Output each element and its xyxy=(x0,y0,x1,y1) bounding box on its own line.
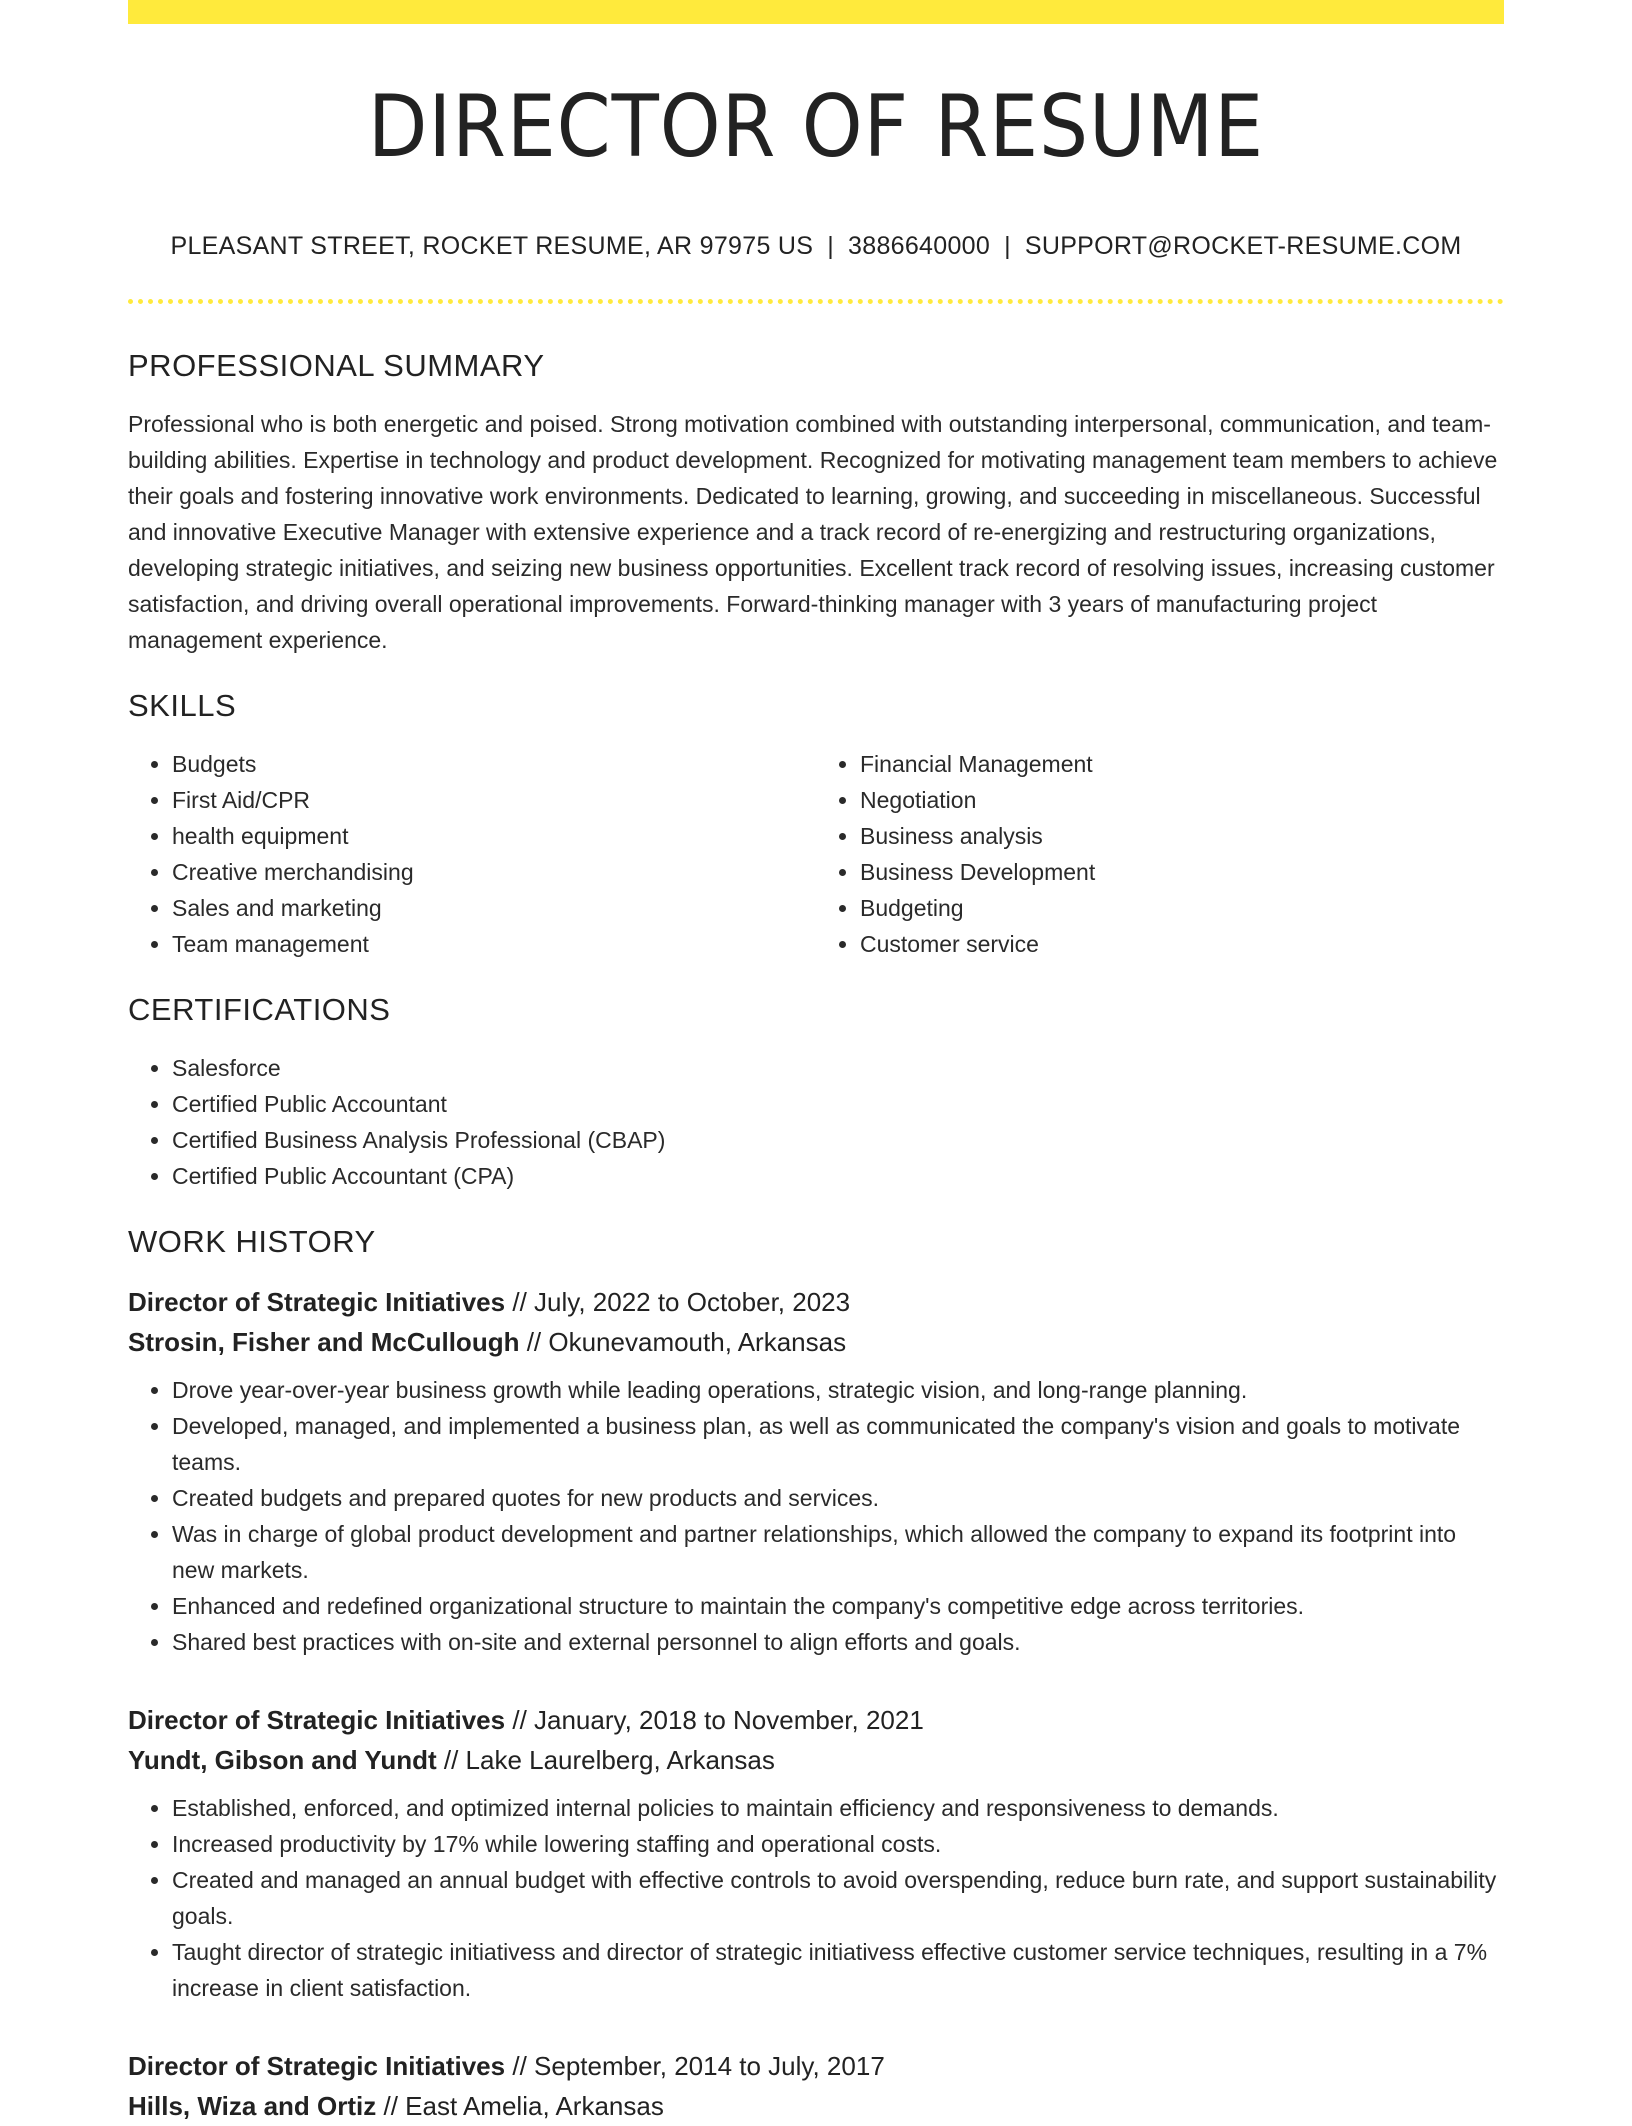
job-bullet: • Taught director of strategic initiativess and director of strategic initiativess effective customer service techniques, resulting in a 7% increase in client satisfaction. xyxy=(172,1934,1504,2006)
certification-item: • Certified Public Accountant xyxy=(172,1086,1504,1122)
skill-item: • Team management xyxy=(172,926,816,962)
skill-item: • Business Development xyxy=(860,854,1504,890)
job-company: Hills, Wiza and Ortiz xyxy=(128,2091,377,2121)
skill-item: • Budgets xyxy=(172,746,816,782)
certification-item: • Salesforce xyxy=(172,1050,1504,1086)
job-company: Strosin, Fisher and McCullough xyxy=(128,1327,520,1357)
contact-separator: | xyxy=(827,232,835,260)
skill-item: • First Aid/CPR xyxy=(172,782,816,818)
skill-item: • Budgeting xyxy=(860,890,1504,926)
job-title-line xyxy=(128,1700,1504,1740)
job-bullet: • Created and managed an annual budget with effective controls to avoid overspending, reduce burn rate, and support sustainability goals. xyxy=(172,1862,1504,1934)
job-bullet: • Was in charge of global product development and partner relationships, which allowed the company to expand its footprint into new markets. xyxy=(172,1516,1504,1588)
job-entry xyxy=(128,1282,1504,1660)
job-dates: // July, 2022 to October, 2023 xyxy=(512,1287,851,1317)
job-dates: // January, 2018 to November, 2021 xyxy=(512,1705,924,1735)
skill-item: • Financial Management xyxy=(860,746,1504,782)
job-company-line xyxy=(128,1322,1504,1362)
skill-item: • Customer service xyxy=(860,926,1504,962)
skill-item: • Business analysis xyxy=(860,818,1504,854)
certifications-list xyxy=(128,1050,1504,1194)
job-bullets xyxy=(128,1790,1504,2006)
job-company-line xyxy=(128,2086,1504,2126)
certification-item: • Certified Public Accountant (CPA) xyxy=(172,1158,1504,1194)
contact-address: PLEASANT STREET, ROCKET RESUME, AR 97975 US xyxy=(170,232,814,260)
skill-item: • Creative merchandising xyxy=(172,854,816,890)
job-bullet: • Established, enforced, and optimized internal policies to maintain efficiency and responsiveness to demands. xyxy=(172,1790,1504,1826)
contact-email: SUPPORT@ROCKET-RESUME.COM xyxy=(1024,232,1462,260)
certification-item: • Certified Business Analysis Professional (CBAP) xyxy=(172,1122,1504,1158)
job-title-line xyxy=(128,2046,1504,2086)
job-company-line xyxy=(128,1740,1504,1780)
job-company: Yundt, Gibson and Yundt xyxy=(128,1745,437,1775)
certifications-heading: CERTIFICATIONS xyxy=(128,992,391,1027)
job-entry xyxy=(128,1700,1504,2006)
job-role: Director of Strategic Initiatives xyxy=(128,1705,506,1735)
job-bullet: • Developed, managed, and implemented a business plan, as well as communicated the company's vision and goals to motivate teams. xyxy=(172,1408,1504,1480)
candidate-name: DIRECTOR OF RESUME xyxy=(367,77,1265,177)
summary-heading: PROFESSIONAL SUMMARY xyxy=(128,348,545,383)
job-title-line xyxy=(128,1282,1504,1322)
job-dates: // September, 2014 to July, 2017 xyxy=(512,2051,885,2081)
skills-column-left xyxy=(128,746,816,962)
work-history-heading: WORK HISTORY xyxy=(128,1224,376,1259)
contact-separator: | xyxy=(1004,232,1011,260)
job-bullet: • Increased productivity by 17% while lowering staffing and operational costs. xyxy=(172,1826,1504,1862)
job-location: // East Amelia, Arkansas xyxy=(383,2091,664,2121)
header-divider xyxy=(128,299,1504,304)
skills-heading: SKILLS xyxy=(128,688,237,723)
skill-item: • Sales and marketing xyxy=(172,890,816,926)
contact-phone: 3886640000 xyxy=(848,232,991,260)
skill-item: • health equipment xyxy=(172,818,816,854)
skill-item: • Negotiation xyxy=(860,782,1504,818)
job-bullet: • Created budgets and prepared quotes for new products and services. xyxy=(172,1480,1504,1516)
job-bullets xyxy=(128,1372,1504,1660)
contact-line xyxy=(128,232,1504,261)
skills-column-right xyxy=(816,746,1504,962)
job-role: Director of Strategic Initiatives xyxy=(128,2051,506,2081)
top-accent-bar xyxy=(128,0,1504,24)
job-bullet: • Shared best practices with on-site and external personnel to align efforts and goals. xyxy=(172,1624,1504,1660)
job-bullet: • Drove year-over-year business growth while leading operations, strategic vision, and long-range planning. xyxy=(172,1372,1504,1408)
skills-list xyxy=(128,746,1504,962)
resume-page xyxy=(128,0,1504,2126)
job-bullet: • Enhanced and redefined organizational structure to maintain the company's competitive edge across territories. xyxy=(172,1588,1504,1624)
summary-text: Professional who is both energetic and poised. Strong motivation combined with outstanding interpersonal, communication, and team-building abilities. Expertise in technology and product development. Recognized for motivating management team members to achieve their goals and fostering innovative work environments. Dedicated to learning, growing, and succeeding in miscellaneous. Successful and innovative Executive Manager with extensive experience and a track record of re-energizing and restructuring organizations, developing strategic initiatives, and seizing new business opportunities. Excellent track record of resolving issues, increasing customer satisfaction, and driving overall operational improvements. Forward-thinking manager with 3 years of manufacturing project management experience. xyxy=(128,411,1498,653)
job-location: // Okunevamouth, Arkansas xyxy=(526,1327,847,1357)
job-role: Director of Strategic Initiatives xyxy=(128,1287,506,1317)
job-entry xyxy=(128,2046,1504,2126)
job-location: // Lake Laurelberg, Arkansas xyxy=(443,1745,775,1775)
